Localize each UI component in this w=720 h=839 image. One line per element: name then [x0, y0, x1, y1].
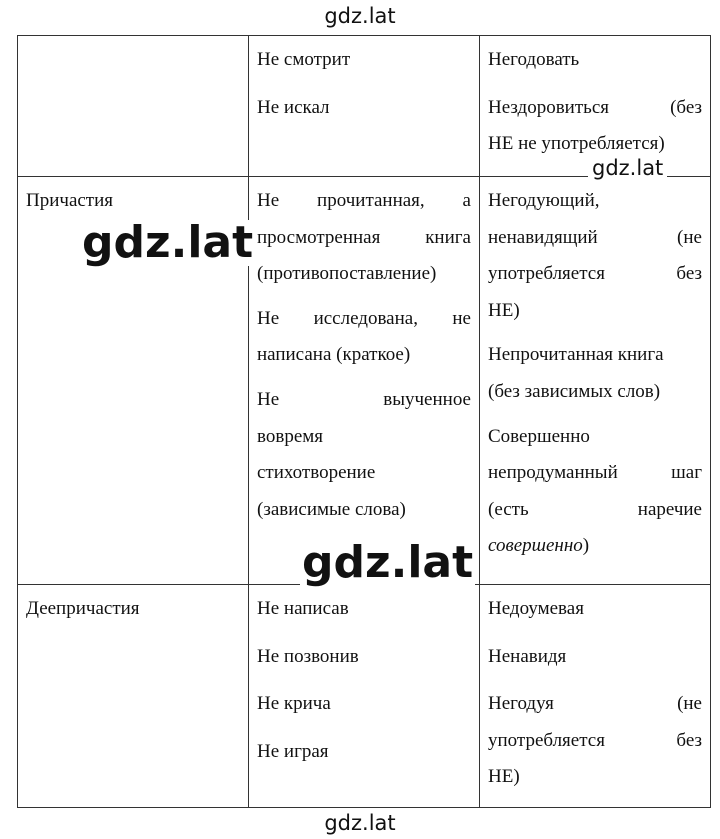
- closing-paren: ): [582, 535, 590, 557]
- row-label: Причастия: [18, 177, 249, 585]
- watermark-large: gdz.lat: [302, 537, 474, 588]
- example-line: Нездоровиться (без: [488, 96, 702, 118]
- example-line: (есть наречие: [488, 498, 702, 520]
- example-line: Негодуя (не: [488, 693, 702, 715]
- examples-cell: [249, 585, 480, 808]
- example-line: Ненавидя: [488, 645, 567, 667]
- watermark-top: gdz.lat: [324, 4, 396, 28]
- example-line: Не выученное: [257, 388, 471, 410]
- example-line: непродуманный шаг: [488, 462, 702, 484]
- example-line: (противопоставление): [257, 263, 437, 285]
- watermark-mid: gdz.lat: [588, 156, 667, 180]
- example-line: (зависимые слова): [257, 498, 406, 520]
- examples-cell: [480, 585, 711, 808]
- example-line: написана (краткое): [257, 344, 411, 366]
- example-line: ненавидящий (не: [488, 226, 702, 248]
- example-line: (без зависимых слов): [488, 380, 661, 402]
- watermark-large: gdz.lat: [82, 217, 254, 268]
- example-line: Негодовать: [488, 49, 580, 70]
- example-line: Не исследована, не: [257, 307, 471, 329]
- example-line: стихотворение: [257, 462, 376, 484]
- grammar-table: [17, 35, 711, 808]
- example-line: НЕ): [488, 299, 520, 321]
- example-line: Не играя: [257, 740, 329, 762]
- example-line: Не крича: [257, 693, 331, 715]
- examples-cell: [480, 177, 711, 585]
- example-line: вовремя: [257, 425, 324, 447]
- row-label: Деепричастия: [18, 585, 249, 808]
- example-line: Не позвонив: [257, 645, 359, 667]
- example-line: НЕ): [488, 766, 520, 788]
- table-row: [18, 585, 711, 808]
- example-line: Недоумевая: [488, 598, 584, 619]
- example-line: употребляется без: [488, 729, 702, 751]
- row-label: [18, 36, 249, 177]
- examples-cell: [249, 177, 480, 588]
- examples-cell: [249, 36, 480, 177]
- example-line: Совершенно: [488, 425, 590, 447]
- example-line: употребляется без: [488, 263, 702, 285]
- example-line: просмотренная книга: [257, 226, 471, 248]
- example-line: НЕ не употребляется): [488, 133, 665, 155]
- example-line: Не искал: [257, 96, 330, 118]
- example-line: Не написав: [257, 598, 349, 619]
- example-line: Непрочитанная книга: [488, 344, 664, 366]
- italic-word: совершенно: [488, 535, 583, 557]
- watermark-bottom: gdz.lat: [324, 811, 396, 835]
- example-line: Не смотрит: [257, 49, 351, 70]
- example-line: [488, 528, 702, 565]
- example-line: Не прочитанная, а: [257, 190, 471, 211]
- example-line: Негодующий,: [488, 190, 600, 211]
